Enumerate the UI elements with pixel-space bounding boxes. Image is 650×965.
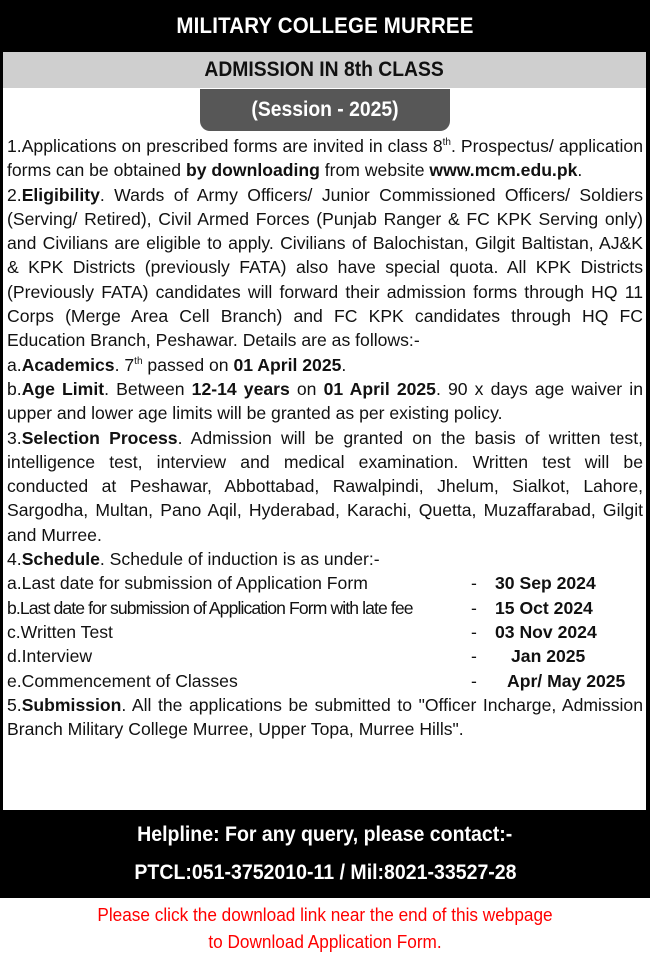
session-badge (200, 89, 450, 131)
schedule-row: e.Commencement of Classes - Apr/ May 2025 (7, 669, 643, 693)
submission-heading: Submission (21, 694, 122, 715)
age-limit-heading: Age Limit (21, 378, 105, 399)
schedule-label: a.Last date for submission of Application Form (7, 573, 368, 594)
schedule-label: b.Last date for submission of Application Form with late fee (7, 597, 413, 618)
schedule-label: d.Interview (7, 646, 93, 667)
schedule-heading: Schedule (21, 549, 100, 570)
paragraph-applications: 1.Applications on prescribed forms are invited in class 8th. Prospectus/ application forms can be obtained by downloading from website www.mcm.edu.pk. (7, 136, 643, 181)
selection-process-heading: Selection Process (21, 427, 178, 448)
download-emphasis: by downloading (185, 160, 320, 181)
academics-heading: Academics (21, 354, 115, 375)
eligibility-heading: Eligibility (21, 184, 100, 205)
download-notice-line-2: to Download Application Form. (208, 931, 442, 952)
schedule-date: 15 Oct 2024 (495, 597, 593, 618)
schedule-date: Jan 2025 (511, 646, 586, 667)
schedule-row: c.Written Test - 03 Nov 2024 (7, 620, 643, 644)
download-notice (0, 901, 650, 955)
schedule-label: e.Commencement of Classes (7, 670, 238, 691)
helpline-text: Helpline: For any query, please contact:- (137, 823, 513, 846)
paragraph-selection-process: 3.Selection Process. Admission will be granted on the basis of written test, intelligence test, interview and medical examination. Written test will be conducted at Peshawar, Abbottabad, Rawalpindi, Jhelum, Sialkot, Lahore, Sargodha, Multan, Pano Aqil, Hyderabad, Karachi, Quetta, Muzaffarabad, Gilgit and Murree. (7, 427, 643, 545)
schedule-row: d.Interview - Jan 2025 (7, 644, 643, 668)
website-link[interactable]: www.mcm.edu.pk (429, 160, 578, 181)
admission-heading-text: ADMISSION IN 8th CLASS (204, 58, 445, 81)
paragraph-academics: a.Academics. 7th passed on 01 April 2025. (7, 354, 347, 375)
schedule-label: c.Written Test (7, 621, 113, 642)
helpline-phones: PTCL:051-3752010-11 / Mil:8021-33527-28 (133, 861, 517, 884)
admission-heading (3, 52, 646, 88)
paragraph-schedule: 4.Schedule. Schedule of induction is as under:- (7, 549, 380, 570)
schedule-date: 30 Sep 2024 (495, 573, 596, 594)
schedule-row: b.Last date for submission of Application Form with late fee - 15 Oct 2024 (7, 596, 643, 620)
download-notice-line-1: Please click the download link near the end of this webpage (97, 904, 553, 925)
paragraph-eligibility: 2.Eligibility. Wards of Army Officers/ Junior Commissioned Officers/ Soldiers (Serving/ Retired), Civil Armed Forces (Punjab Ranger & FC KPK Serving only) and Civilians are eligible to apply. Civilians of Balochistan, Gilgit Baltistan, AJ&K & KPK Districts (previously FATA) also have special quota. All KPK Districts (Previously FATA) candidates will forward their admission forms through HQ 11 Corps (Merge Area Cell Branch) and FC KPK candidates through HQ FC Education Branch, Peshawar. Details are as follows:- (7, 184, 643, 351)
schedule-date: Apr/ May 2025 (507, 670, 626, 691)
paragraph-age-limit: b.Age Limit. Between 12-14 years on 01 April 2025. 90 x days age waiver in upper and lower age limits will be granted as per existing policy. (7, 378, 643, 424)
schedule-row: a.Last date for submission of Application Form - 30 Sep 2024 (7, 571, 643, 595)
paragraph-submission: 5.Submission. All the applications be submitted to "Officer Incharge, Admission Branch Military College Murree, Upper Topa, Murree Hills". (7, 694, 643, 740)
helpline-footer (0, 810, 650, 898)
schedule-date: 03 Nov 2024 (495, 621, 597, 642)
notice-body (3, 52, 646, 810)
session-text: (Session - 2025) (251, 98, 399, 121)
page-title: MILITARY COLLEGE MURREE (176, 13, 474, 38)
schedule-list (7, 571, 643, 692)
admission-details (7, 134, 643, 741)
